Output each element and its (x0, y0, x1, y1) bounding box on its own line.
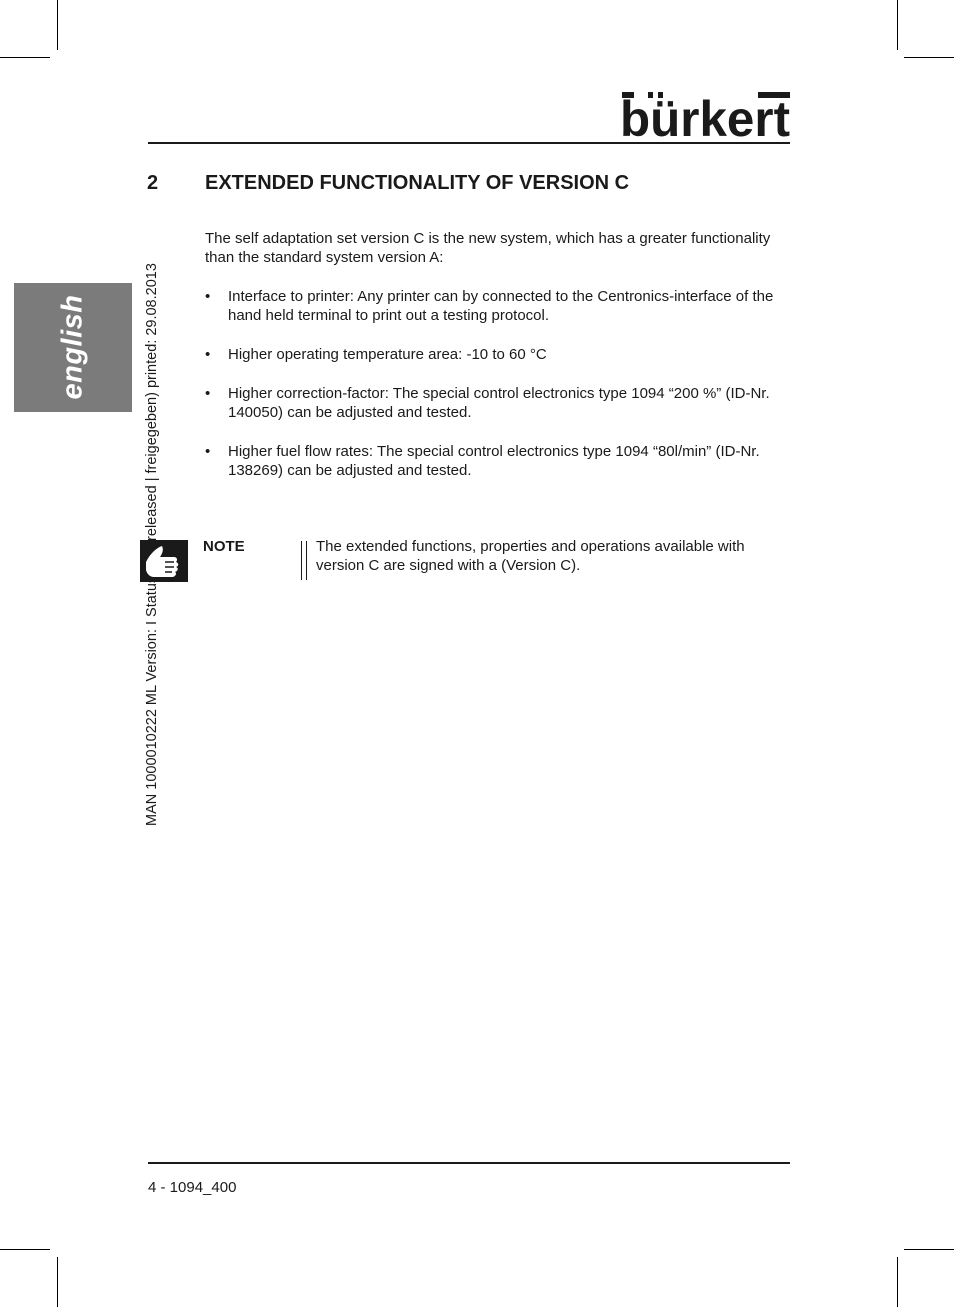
bullet-marker: • (205, 443, 211, 460)
list-item (205, 345, 790, 364)
list-item-text: Higher correction-factor: The special control electronics type 1094 “200 %” (ID-Nr. 140050) can be adjusted and tested. (228, 385, 770, 421)
bullet-marker: • (205, 385, 211, 402)
list-item (205, 384, 790, 422)
burkert-logo (620, 88, 792, 140)
intro-paragraph: The self adaptation set version C is the new system, which has a greater functionality than the standard system version A: (205, 230, 771, 266)
language-tab-label: english (56, 294, 89, 400)
note-text: The extended functions, properties and operations available with version C are signed with a (Version C). (316, 538, 745, 574)
crop-mark (897, 0, 898, 50)
crop-mark (0, 57, 50, 58)
bullet-marker: • (205, 288, 211, 305)
list-item (205, 442, 790, 480)
crop-mark (57, 0, 58, 50)
page-footer: 4 - 1094_400 (148, 1179, 237, 1196)
crop-mark (0, 1249, 50, 1250)
crop-mark (57, 1257, 58, 1307)
section-title: EXTENDED FUNCTIONALITY OF VERSION C (205, 172, 630, 194)
footer-rule (148, 1162, 790, 1164)
crop-mark (897, 1257, 898, 1307)
list-item-text: Higher operating temperature area: -10 to 60 °C (228, 346, 547, 363)
list-item-text: Interface to printer: Any printer can by connected to the Centronics-interface of the hand held terminal to print out a testing protocol. (228, 288, 774, 324)
header-rule (148, 142, 790, 144)
note-divider (301, 541, 302, 580)
crop-mark (904, 1249, 954, 1250)
bullet-marker: • (205, 346, 211, 363)
note-label: NOTE (203, 538, 245, 555)
note-divider (306, 541, 307, 580)
crop-mark (904, 57, 954, 58)
section-number: 2 (147, 172, 159, 194)
list-item-text: Higher fuel flow rates: The special control electronics type 1094 “80l/min” (ID-Nr. 138269) can be adjusted and tested. (228, 443, 760, 479)
list-item (205, 287, 790, 325)
svg-text:bürkert: bürkert (620, 91, 791, 140)
language-tab (14, 283, 132, 412)
feature-list (205, 287, 790, 500)
thumbs-up-hand-icon (140, 540, 188, 582)
